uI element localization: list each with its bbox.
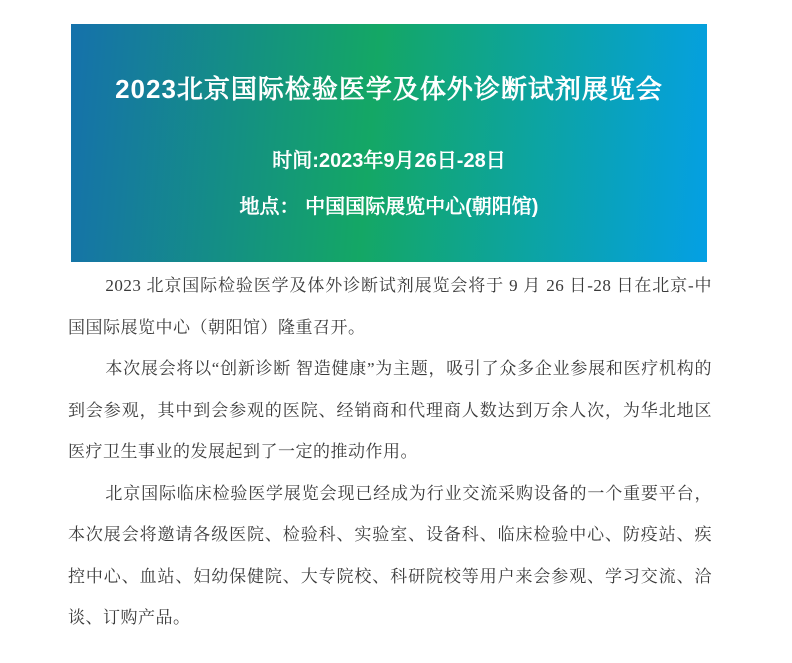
article-body: [68, 265, 712, 639]
paragraph-theme: 本次展会将以“创新诊断 智造健康”为主题，吸引了众多企业参展和医疗机构的到会参观，其中到会参观的医院、经销商和代理商人数达到万余人次，为华北地区医疗卫生事业的发展起到了一定的推动作用。: [68, 359, 712, 461]
exhibition-banner: [71, 24, 707, 262]
banner-time-line: 时间:2023年9月26日-28日: [272, 150, 506, 172]
paragraph-intro: 2023 北京国际检验医学及体外诊断试剂展览会将于 9 月 26 日-28 日在北京-中国国际展览中心（朝阳馆）隆重召开。: [68, 276, 712, 337]
banner-location-line: 地点： 中国国际展览中心(朝阳馆): [239, 196, 539, 218]
banner-title: 2023北京国际检验医学及体外诊断试剂展览会: [115, 74, 663, 104]
article-page: [0, 24, 792, 663]
paragraph-invitation: 北京国际临床检验医学展览会现已经成为行业交流采购设备的一个重要平台，本次展会将邀请各级医院、检验科、实验室、设备科、临床检验中心、防疫站、疾控中心、血站、妇幼保健院、大专院校、科研院校等用户来会参观、学习交流、洽谈、订购产品。: [68, 483, 712, 627]
